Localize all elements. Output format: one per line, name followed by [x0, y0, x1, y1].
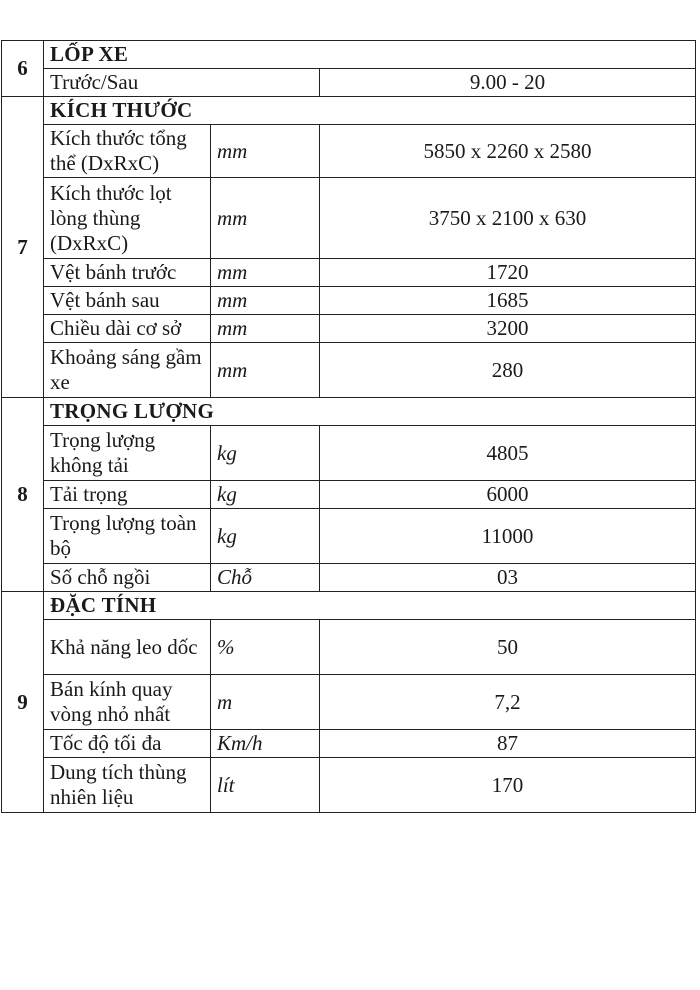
spec-unit: kg	[211, 481, 320, 509]
section-header-row	[2, 41, 696, 69]
spec-value: 7,2	[320, 675, 696, 730]
table-row	[2, 125, 696, 178]
table-row	[2, 758, 696, 813]
table-row	[2, 509, 696, 564]
table-row	[2, 481, 696, 509]
spec-label: Kích thước tổng thể (DxRxC)	[44, 125, 211, 178]
spec-label: Khả năng leo dốc	[44, 620, 211, 675]
table-row	[2, 426, 696, 481]
spec-unit: Chỗ	[211, 564, 320, 592]
spec-unit: kg	[211, 509, 320, 564]
section-title: ĐẶC TÍNH	[44, 592, 696, 620]
table-row	[2, 259, 696, 287]
spec-table	[1, 40, 696, 813]
table-row	[2, 178, 696, 259]
spec-unit: Km/h	[211, 730, 320, 758]
section-number: 8	[2, 398, 44, 592]
section-title: KÍCH THƯỚC	[44, 97, 696, 125]
table-row	[2, 564, 696, 592]
section-number: 9	[2, 592, 44, 813]
spec-value: 1720	[320, 259, 696, 287]
table-row	[2, 620, 696, 675]
spec-unit: m	[211, 675, 320, 730]
spec-unit: %	[211, 620, 320, 675]
section-title: LỐP XE	[44, 41, 696, 69]
section-header-row	[2, 592, 696, 620]
spec-unit: mm	[211, 125, 320, 178]
spec-label: Kích thước lọt lòng thùng (DxRxC)	[44, 178, 211, 259]
spec-label: Tốc độ tối đa	[44, 730, 211, 758]
spec-value: 280	[320, 343, 696, 398]
spec-unit: mm	[211, 259, 320, 287]
table-row	[2, 287, 696, 315]
spec-value: 5850 x 2260 x 2580	[320, 125, 696, 178]
spec-value: 50	[320, 620, 696, 675]
spec-label: Dung tích thùng nhiên liệu	[44, 758, 211, 813]
spec-label: Số chỗ ngồi	[44, 564, 211, 592]
spec-label: Chiều dài cơ sở	[44, 315, 211, 343]
spec-value: 4805	[320, 426, 696, 481]
spec-value: 6000	[320, 481, 696, 509]
spec-label: Vệt bánh trước	[44, 259, 211, 287]
section-header-row	[2, 97, 696, 125]
spec-value: 11000	[320, 509, 696, 564]
spec-unit: mm	[211, 343, 320, 398]
spec-unit: kg	[211, 426, 320, 481]
section-title: TRỌNG LƯỢNG	[44, 398, 696, 426]
spec-value: 170	[320, 758, 696, 813]
spec-unit: lít	[211, 758, 320, 813]
table-row	[2, 315, 696, 343]
table-row	[2, 69, 696, 97]
spec-label: Tải trọng	[44, 481, 211, 509]
spec-value: 03	[320, 564, 696, 592]
spec-unit: mm	[211, 287, 320, 315]
table-row	[2, 730, 696, 758]
spec-label: Bán kính quay vòng nhỏ nhất	[44, 675, 211, 730]
spec-label: Trọng lượng toàn bộ	[44, 509, 211, 564]
spec-value: 1685	[320, 287, 696, 315]
spec-value: 3200	[320, 315, 696, 343]
spec-value: 9.00 - 20	[320, 69, 696, 97]
table-row	[2, 675, 696, 730]
spec-label: Vệt bánh sau	[44, 287, 211, 315]
section-number: 7	[2, 97, 44, 398]
spec-label: Khoảng sáng gầm xe	[44, 343, 211, 398]
spec-label: Trước/Sau	[44, 69, 320, 97]
table-row	[2, 343, 696, 398]
spec-unit: mm	[211, 315, 320, 343]
section-header-row	[2, 398, 696, 426]
spec-label: Trọng lượng không tải	[44, 426, 211, 481]
spec-value: 87	[320, 730, 696, 758]
spec-value: 3750 x 2100 x 630	[320, 178, 696, 259]
section-number: 6	[2, 41, 44, 97]
spec-unit: mm	[211, 178, 320, 259]
